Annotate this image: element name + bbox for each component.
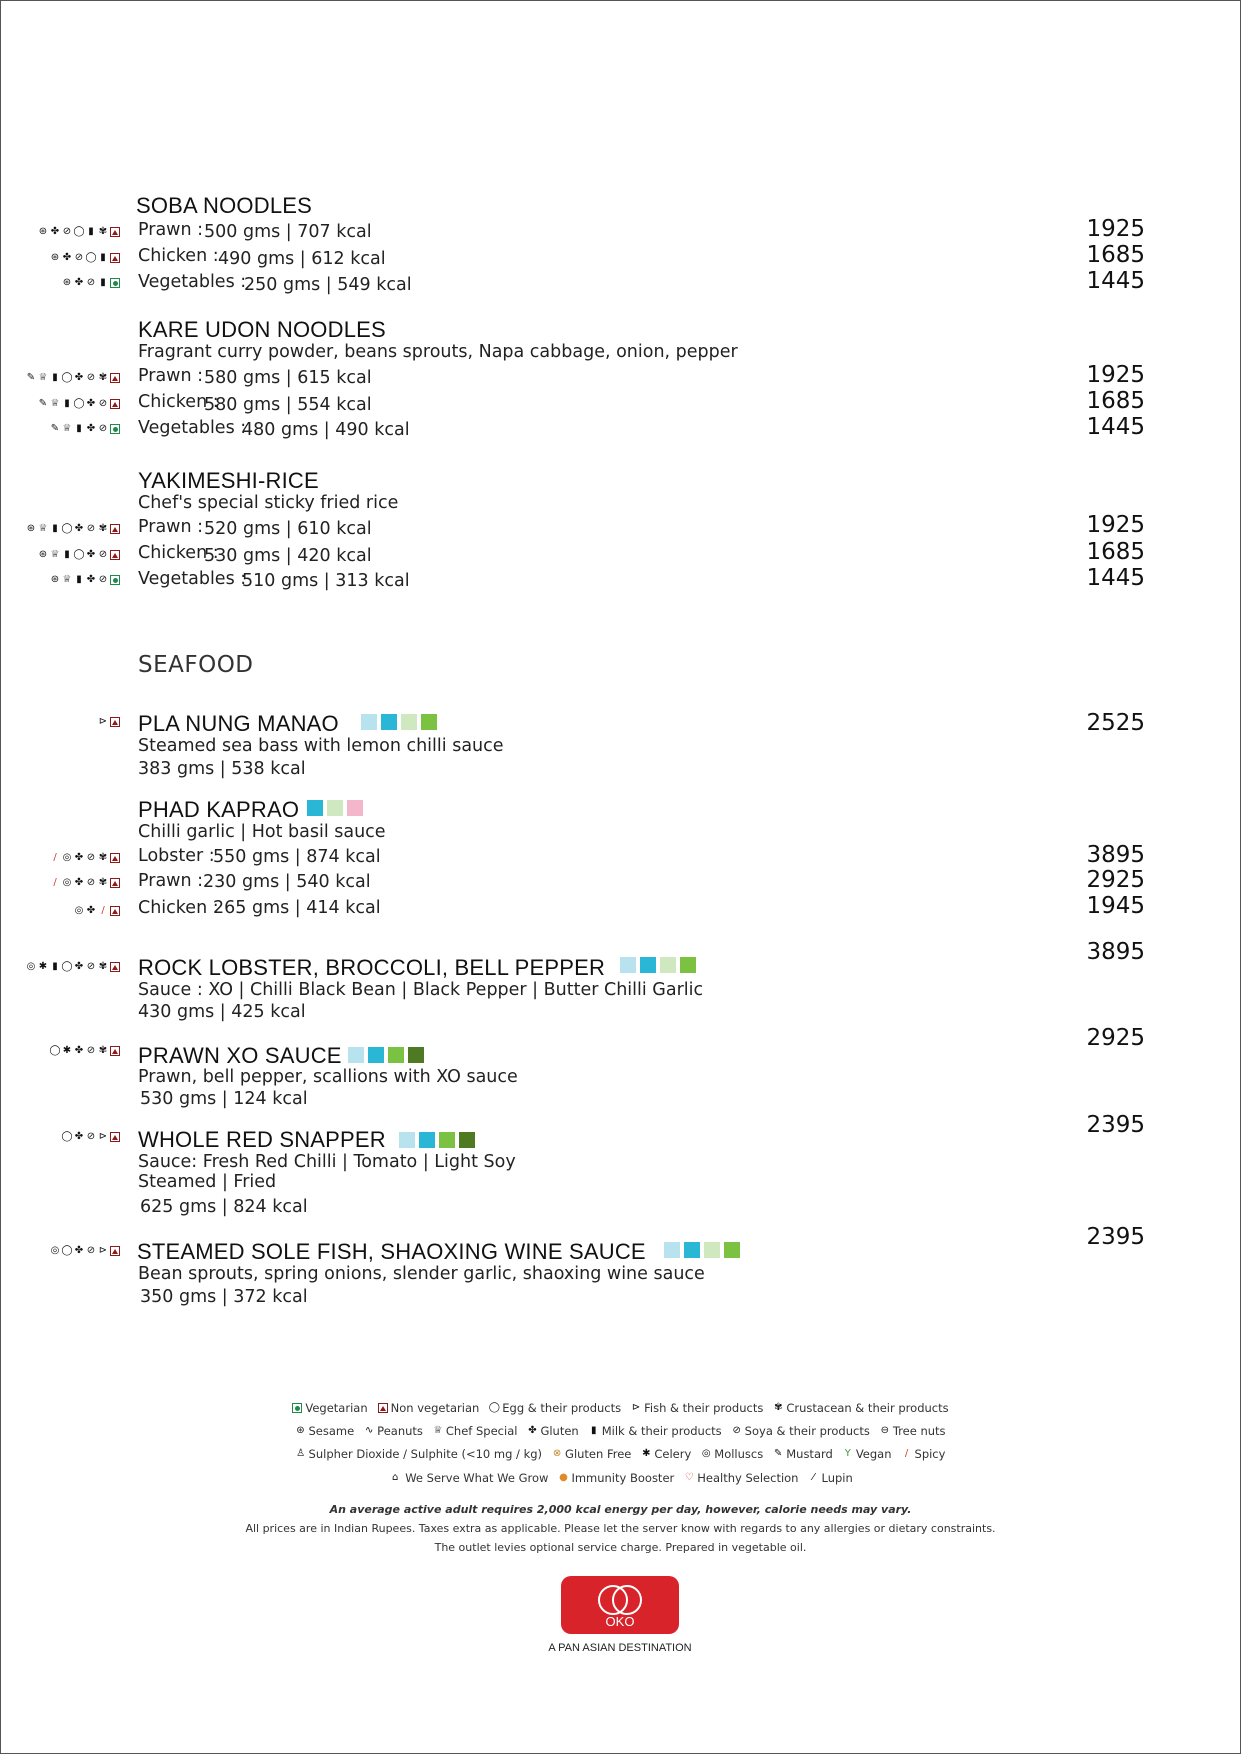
legend-label: Milk & their products bbox=[601, 1424, 722, 1438]
dish-title-rock-lobster: ROCK LOBSTER, BROCCOLI, BELL PEPPER bbox=[138, 955, 606, 980]
egg-icon: ◯ bbox=[73, 226, 85, 237]
benefit-swatches bbox=[348, 1047, 424, 1063]
swatch bbox=[399, 1132, 415, 1148]
gluten-icon: ✤ bbox=[86, 423, 96, 434]
legend-item bbox=[684, 1471, 798, 1485]
swatch bbox=[368, 1047, 384, 1063]
milk-icon: ▮ bbox=[52, 523, 58, 534]
mustard-icon: ✎ bbox=[38, 398, 48, 409]
celery-icon: ✱ bbox=[62, 1045, 72, 1056]
swatch bbox=[640, 957, 656, 973]
milk-icon: ▮ bbox=[76, 574, 82, 585]
egg-icon: ◯ bbox=[49, 1045, 61, 1056]
legend-item bbox=[527, 1424, 578, 1438]
gluten-icon: ✤ bbox=[74, 961, 84, 972]
veg-icon bbox=[110, 575, 120, 585]
price: 1925 bbox=[1086, 216, 1145, 242]
milk-icon: ▮ bbox=[100, 277, 106, 288]
allergen-icons bbox=[14, 548, 120, 562]
legend-row bbox=[0, 1401, 1241, 1415]
mustard-icon: ✎ bbox=[26, 372, 36, 383]
crustacean-icon: ✾ bbox=[774, 1402, 783, 1413]
gluten-icon: ✤ bbox=[74, 523, 84, 534]
egg-icon: ◯ bbox=[61, 523, 73, 534]
soya-icon: ⊘ bbox=[62, 226, 72, 237]
gluten-icon: ✤ bbox=[74, 852, 84, 863]
sesame-icon: ⊛ bbox=[38, 226, 48, 237]
price: 1925 bbox=[1086, 362, 1145, 388]
swatch bbox=[327, 800, 343, 816]
variant-label: Prawn : bbox=[138, 517, 204, 537]
price: 2525 bbox=[1086, 710, 1145, 736]
legend-item bbox=[641, 1447, 691, 1461]
legend-label: Mustard bbox=[786, 1447, 833, 1461]
chef-special-icon: ♕ bbox=[62, 574, 72, 585]
variant-detail: 580 gms | 615 kcal bbox=[204, 368, 372, 388]
allergen-icons bbox=[30, 1244, 120, 1258]
sulphite-icon: ♙ bbox=[296, 1448, 306, 1459]
dish-description: Bean sprouts, spring onions, slender garlic, shaoxing wine sauce bbox=[138, 1264, 705, 1284]
legend-label: Chef Special bbox=[445, 1424, 518, 1438]
price: 2925 bbox=[1086, 1025, 1145, 1051]
dish-detail: 350 gms | 372 kcal bbox=[140, 1287, 308, 1307]
price: 1445 bbox=[1086, 268, 1145, 294]
chef-special-icon: ♕ bbox=[62, 423, 72, 434]
gluten-icon: ✤ bbox=[74, 277, 84, 288]
spicy-icon: / bbox=[904, 1448, 909, 1459]
allergen-icons bbox=[40, 1044, 120, 1058]
egg-icon: ◯ bbox=[61, 372, 73, 383]
swatch bbox=[704, 1242, 720, 1258]
legend-label: Soya & their products bbox=[744, 1424, 870, 1438]
nonveg-icon bbox=[110, 1246, 120, 1256]
legend-label: Spicy bbox=[914, 1447, 946, 1461]
allergen-icons bbox=[30, 904, 120, 918]
legend-item bbox=[433, 1424, 518, 1438]
milk-icon: ▮ bbox=[76, 423, 82, 434]
fish-icon: ⊳ bbox=[631, 1402, 641, 1413]
variant-label: Prawn : bbox=[138, 220, 204, 240]
benefit-swatches bbox=[399, 1132, 475, 1148]
variant-label: Vegetables : bbox=[138, 418, 247, 438]
crustacean-icon: ✾ bbox=[98, 852, 108, 863]
legend-label: Healthy Selection bbox=[697, 1471, 799, 1485]
variant-detail: 500 gms | 707 kcal bbox=[204, 222, 372, 242]
swatch bbox=[381, 714, 397, 730]
swatch bbox=[388, 1047, 404, 1063]
gluten-icon: ✤ bbox=[86, 398, 96, 409]
dish-description: Chef's special sticky fried rice bbox=[138, 493, 399, 513]
dish-title-pla-nung-manao: PLA NUNG MANAO bbox=[138, 711, 339, 736]
legend-item bbox=[880, 1424, 946, 1438]
gluten-icon: ✤ bbox=[86, 574, 96, 585]
allergen-icons bbox=[14, 422, 120, 436]
legend-label: Tree nuts bbox=[892, 1424, 946, 1438]
price: 1685 bbox=[1086, 388, 1145, 414]
swatch bbox=[439, 1132, 455, 1148]
swatch bbox=[680, 957, 696, 973]
legend-label: Crustacean & their products bbox=[786, 1401, 949, 1415]
milk-icon: ▮ bbox=[88, 226, 94, 237]
gluten-free-icon: ⊗ bbox=[552, 1448, 562, 1459]
legend-label: Peanuts bbox=[377, 1424, 423, 1438]
nonveg-icon bbox=[110, 962, 120, 972]
swatch bbox=[408, 1047, 424, 1063]
service-note: The outlet levies optional service charge. Prepared in vegetable oil. bbox=[434, 1541, 807, 1554]
price: 3895 bbox=[1086, 939, 1145, 965]
soya-icon: ⊘ bbox=[86, 372, 96, 383]
variant-detail: 530 gms | 420 kcal bbox=[204, 546, 372, 566]
vegan-icon: Y bbox=[844, 1448, 851, 1459]
dish-description: Sauce : XO | Chilli Black Bean | Black Pepper | Butter Chilli Garlic bbox=[138, 980, 704, 1000]
swatch bbox=[724, 1242, 740, 1258]
nonveg-icon bbox=[110, 227, 120, 237]
soya-icon: ⊘ bbox=[98, 574, 108, 585]
legend-row bbox=[0, 1424, 1241, 1438]
variant-detail: 230 gms | 540 kcal bbox=[203, 872, 371, 892]
legend-item bbox=[292, 1401, 367, 1415]
milk-icon: ▮ bbox=[52, 961, 58, 972]
dish-title-soba: SOBA NOODLES bbox=[136, 193, 313, 218]
variant-detail: 550 gms | 874 kcal bbox=[213, 847, 381, 867]
milk-icon: ▮ bbox=[100, 252, 106, 263]
legend-label: Sulpher Dioxide / Sulphite (<10 mg / kg) bbox=[308, 1447, 543, 1461]
gluten-icon: ✤ bbox=[86, 905, 96, 916]
variant-label: Vegetables : bbox=[138, 569, 247, 589]
legend-item bbox=[773, 1447, 833, 1461]
molluscs-icon: ◎ bbox=[62, 852, 72, 863]
soya-icon: ⊘ bbox=[98, 423, 108, 434]
kcal-note: An average active adult requires 2,000 kcal energy per day, however, calorie needs may vary. bbox=[329, 1503, 912, 1516]
soya-icon: ⊘ bbox=[74, 252, 84, 263]
soya-icon: ⊘ bbox=[86, 1045, 96, 1056]
crustacean-icon: ✾ bbox=[98, 523, 108, 534]
nonveg-icon bbox=[110, 399, 120, 409]
legend-item bbox=[489, 1401, 621, 1415]
allergen-icons bbox=[14, 397, 120, 411]
allergen-icons bbox=[14, 573, 120, 587]
swatch bbox=[664, 1242, 680, 1258]
legend-label: Gluten bbox=[540, 1424, 579, 1438]
chef-special-icon: ♕ bbox=[38, 523, 48, 534]
gluten-icon: ✤ bbox=[528, 1425, 537, 1436]
swatch bbox=[307, 800, 323, 816]
veg-icon bbox=[110, 278, 120, 288]
lupin-icon: ⁄ bbox=[812, 1472, 815, 1483]
legend-item bbox=[732, 1424, 870, 1438]
fish-icon: ⊳ bbox=[98, 716, 108, 727]
allergen-icons bbox=[20, 276, 120, 290]
variant-detail: 265 gms | 414 kcal bbox=[213, 898, 381, 918]
soya-icon: ⊘ bbox=[732, 1425, 741, 1436]
swatch bbox=[401, 714, 417, 730]
crustacean-icon: ✾ bbox=[98, 1045, 108, 1056]
milk-icon: ▮ bbox=[590, 1425, 597, 1436]
soya-icon: ⊘ bbox=[86, 523, 96, 534]
legend-label: Non vegetarian bbox=[390, 1401, 480, 1415]
egg-icon: ◯ bbox=[73, 549, 85, 560]
gluten-icon: ✤ bbox=[62, 252, 72, 263]
nonveg-icon bbox=[110, 717, 120, 727]
allergen-icons bbox=[40, 715, 120, 729]
gluten-icon: ✤ bbox=[74, 1131, 84, 1142]
egg-icon: ◯ bbox=[488, 1402, 500, 1413]
benefit-swatches bbox=[664, 1242, 740, 1258]
price: 1445 bbox=[1086, 414, 1145, 440]
variant-label: Lobster : bbox=[138, 846, 215, 866]
molluscs-icon: ◎ bbox=[62, 877, 72, 888]
legend-label: Egg & their products bbox=[502, 1401, 622, 1415]
legend-item bbox=[808, 1471, 852, 1485]
logo-text: OKO bbox=[605, 1614, 635, 1629]
variant-detail: 250 gms | 549 kcal bbox=[244, 275, 412, 295]
chef-special-icon: ♕ bbox=[38, 372, 48, 383]
variant-label: Chicken : bbox=[138, 898, 219, 918]
legend-label: Molluscs bbox=[714, 1447, 764, 1461]
soya-icon: ⊘ bbox=[98, 398, 108, 409]
swatch bbox=[421, 714, 437, 730]
crustacean-icon: ✾ bbox=[98, 877, 108, 888]
gluten-icon: ✤ bbox=[74, 1045, 84, 1056]
dish-detail: 530 gms | 124 kcal bbox=[140, 1089, 308, 1109]
benefit-swatches bbox=[307, 800, 363, 816]
legend-label: Immunity Booster bbox=[571, 1471, 675, 1485]
nonveg-icon bbox=[110, 853, 120, 863]
legend-label: Fish & their products bbox=[644, 1401, 764, 1415]
dish-title-whole-red-snapper: WHOLE RED SNAPPER bbox=[138, 1127, 386, 1152]
legend-item bbox=[388, 1471, 548, 1485]
legend-item bbox=[364, 1424, 423, 1438]
dish-title-yakimeshi: YAKIMESHI-RICE bbox=[138, 468, 319, 493]
nonveg-icon bbox=[110, 906, 120, 916]
mustard-icon: ✎ bbox=[774, 1448, 783, 1459]
molluscs-icon: ◎ bbox=[701, 1448, 711, 1459]
legend-item bbox=[296, 1447, 542, 1461]
swatch bbox=[419, 1132, 435, 1148]
price: 1685 bbox=[1086, 242, 1145, 268]
celery-icon: ✱ bbox=[38, 961, 48, 972]
home-grown-icon: ⌂ bbox=[392, 1472, 399, 1483]
soya-icon: ⊘ bbox=[86, 1131, 96, 1142]
price: 1685 bbox=[1086, 539, 1145, 565]
soya-icon: ⊘ bbox=[86, 1245, 96, 1256]
allergen-icons bbox=[50, 1130, 120, 1144]
nonveg-icon bbox=[110, 373, 120, 383]
gluten-icon: ✤ bbox=[74, 1245, 84, 1256]
crustacean-icon: ✾ bbox=[98, 961, 108, 972]
nonveg-icon bbox=[110, 1132, 120, 1142]
crustacean-icon: ✾ bbox=[98, 226, 108, 237]
dish-description: Sauce: Fresh Red Chilli | Tomato | Light Soy bbox=[138, 1152, 516, 1172]
gluten-icon: ✤ bbox=[50, 226, 60, 237]
legend-label: Celery bbox=[654, 1447, 692, 1461]
variant-detail: 510 gms | 313 kcal bbox=[242, 571, 410, 591]
dish-title-kare-udon: KARE UDON NOODLES bbox=[138, 317, 386, 342]
fish-icon: ⊳ bbox=[98, 1131, 108, 1142]
sesame-icon: ⊛ bbox=[296, 1425, 305, 1436]
legend-item bbox=[589, 1424, 722, 1438]
gluten-icon: ✤ bbox=[74, 877, 84, 888]
price: 2395 bbox=[1086, 1112, 1145, 1138]
milk-icon: ▮ bbox=[64, 398, 70, 409]
legend-row bbox=[0, 1447, 1241, 1461]
swatch bbox=[620, 957, 636, 973]
soya-icon: ⊘ bbox=[86, 277, 96, 288]
price: 1945 bbox=[1086, 893, 1145, 919]
legend-item bbox=[378, 1401, 480, 1415]
allergen-icons bbox=[14, 371, 120, 385]
egg-icon: ◯ bbox=[85, 252, 97, 263]
sesame-icon: ⊛ bbox=[62, 277, 72, 288]
legend-item bbox=[701, 1447, 763, 1461]
dish-detail: 625 gms | 824 kcal bbox=[140, 1197, 308, 1217]
chef-special-icon: ♕ bbox=[433, 1425, 443, 1436]
legend-label: Lupin bbox=[821, 1471, 853, 1485]
molluscs-icon: ◎ bbox=[74, 905, 84, 916]
spicy-icon: / bbox=[101, 905, 105, 916]
molluscs-icon: ◎ bbox=[26, 961, 36, 972]
celery-icon: ✱ bbox=[642, 1448, 651, 1459]
nonveg-icon bbox=[110, 524, 120, 534]
legend-row bbox=[0, 1471, 1241, 1485]
variant-detail: 580 gms | 554 kcal bbox=[204, 395, 372, 415]
price: 1925 bbox=[1086, 512, 1145, 538]
price: 2395 bbox=[1086, 1224, 1145, 1250]
variant-detail: 520 gms | 610 kcal bbox=[204, 519, 372, 539]
section-heading-seafood: SEAFOOD bbox=[138, 652, 254, 678]
legend-item bbox=[902, 1447, 946, 1461]
dish-description: Chilli garlic | Hot basil sauce bbox=[138, 822, 386, 842]
molluscs-icon: ◎ bbox=[50, 1245, 60, 1256]
nonveg-icon bbox=[110, 550, 120, 560]
legend-item bbox=[773, 1401, 948, 1415]
legend-item bbox=[295, 1424, 354, 1438]
dish-description: Prawn, bell pepper, scallions with XO sauce bbox=[138, 1067, 518, 1087]
legend-item bbox=[631, 1401, 763, 1415]
gluten-icon: ✤ bbox=[74, 372, 84, 383]
nonveg-icon bbox=[378, 1403, 388, 1413]
mustard-icon: ✎ bbox=[50, 423, 60, 434]
variant-detail: 490 gms | 612 kcal bbox=[218, 249, 386, 269]
soya-icon: ⊘ bbox=[98, 549, 108, 560]
price: 3895 bbox=[1086, 842, 1145, 868]
egg-icon: ◯ bbox=[61, 961, 73, 972]
milk-icon: ▮ bbox=[64, 549, 70, 560]
chef-special-icon: ♕ bbox=[50, 398, 60, 409]
chef-special-icon: ♕ bbox=[50, 549, 60, 560]
swatch bbox=[660, 957, 676, 973]
healthy-selection-icon: ♡ bbox=[684, 1472, 694, 1483]
swatch bbox=[459, 1132, 475, 1148]
fish-icon: ⊳ bbox=[98, 1245, 108, 1256]
legend-label: Sesame bbox=[308, 1424, 355, 1438]
allergen-icons bbox=[30, 851, 120, 865]
dish-detail: 383 gms | 538 kcal bbox=[138, 759, 306, 779]
dish-detail: 430 gms | 425 kcal bbox=[138, 1002, 306, 1022]
price: 2925 bbox=[1086, 867, 1145, 893]
sesame-icon: ⊛ bbox=[38, 549, 48, 560]
variant-label: Chicken : bbox=[138, 392, 219, 412]
dish-description-2: Steamed | Fried bbox=[138, 1172, 277, 1192]
legend-label: We Serve What We Grow bbox=[405, 1471, 549, 1485]
swatch bbox=[348, 1047, 364, 1063]
spicy-icon: / bbox=[53, 852, 57, 863]
variant-label: Prawn : bbox=[138, 366, 204, 386]
sesame-icon: ⊛ bbox=[50, 252, 60, 263]
egg-icon: ◯ bbox=[61, 1245, 73, 1256]
veg-icon bbox=[110, 424, 120, 434]
nonveg-icon bbox=[110, 1046, 120, 1056]
swatch bbox=[361, 714, 377, 730]
soya-icon: ⊘ bbox=[86, 877, 96, 888]
legend-label: Vegetarian bbox=[305, 1401, 368, 1415]
egg-icon: ◯ bbox=[61, 1131, 73, 1142]
allergen-icons bbox=[20, 225, 120, 239]
soya-icon: ⊘ bbox=[86, 852, 96, 863]
dish-title-phad-kaprao: PHAD KAPRAO bbox=[138, 797, 300, 822]
benefit-swatches bbox=[620, 957, 696, 973]
spicy-icon: / bbox=[53, 877, 57, 888]
variant-label: Prawn : bbox=[138, 871, 204, 891]
variant-label: Chicken : bbox=[138, 543, 219, 563]
price: 1445 bbox=[1086, 565, 1145, 591]
swatch bbox=[684, 1242, 700, 1258]
dish-title-prawn-xo: PRAWN XO SAUCE bbox=[138, 1043, 342, 1068]
dish-description: Steamed sea bass with lemon chilli sauce bbox=[138, 736, 504, 756]
variant-detail: 480 gms | 490 kcal bbox=[242, 420, 410, 440]
crustacean-icon: ✾ bbox=[98, 372, 108, 383]
legend-item bbox=[843, 1447, 892, 1461]
peanuts-icon: ∿ bbox=[364, 1425, 374, 1436]
dish-description: Fragrant curry powder, beans sprouts, Napa cabbage, onion, pepper bbox=[138, 342, 738, 362]
gluten-icon: ✤ bbox=[86, 549, 96, 560]
dish-title-steamed-sole-fish: STEAMED SOLE FISH, SHAOXING WINE SAUCE bbox=[137, 1239, 646, 1264]
legend-label: Vegan bbox=[855, 1447, 892, 1461]
pricing-note: All prices are in Indian Rupees. Taxes extra as applicable. Please let the server know with regards to any allergies or dietary constraints. bbox=[245, 1522, 996, 1535]
allergen-icons bbox=[20, 251, 120, 265]
allergen-icons bbox=[14, 522, 120, 536]
legend-label: Gluten Free bbox=[565, 1447, 632, 1461]
soya-icon: ⊘ bbox=[86, 961, 96, 972]
veg-icon bbox=[292, 1403, 302, 1413]
allergen-icons bbox=[30, 876, 120, 890]
nonveg-icon bbox=[110, 253, 120, 263]
sesame-icon: ⊛ bbox=[26, 523, 36, 534]
brand-tagline: A PAN ASIAN DESTINATION bbox=[548, 1642, 692, 1654]
nonveg-icon bbox=[110, 878, 120, 888]
sesame-icon: ⊛ bbox=[50, 574, 60, 585]
swatch bbox=[347, 800, 363, 816]
legend-item bbox=[552, 1447, 631, 1461]
variant-label: Chicken : bbox=[138, 246, 219, 266]
allergen-icons bbox=[14, 960, 120, 974]
immunity-booster-icon: ● bbox=[559, 1472, 568, 1483]
tree-nuts-icon: ⊖ bbox=[880, 1425, 890, 1436]
milk-icon: ▮ bbox=[52, 372, 58, 383]
egg-icon: ◯ bbox=[73, 398, 85, 409]
variant-label: Vegetables : bbox=[138, 272, 247, 292]
legend-item bbox=[558, 1471, 674, 1485]
benefit-swatches bbox=[361, 714, 437, 730]
